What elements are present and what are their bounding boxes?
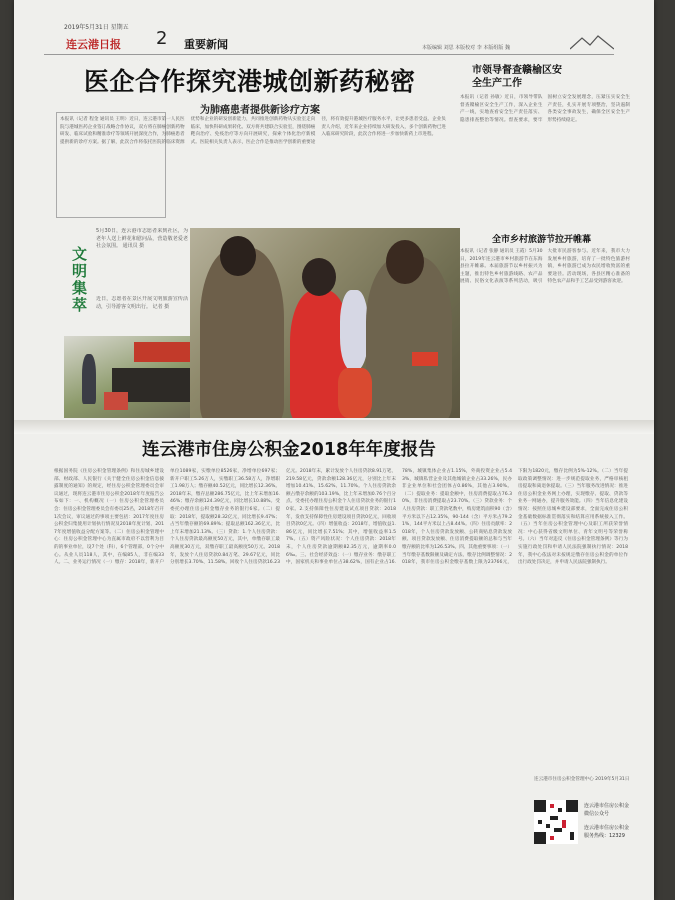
main-subheadline: 为肺癌患者提供新诊疗方案 — [200, 105, 320, 116]
qr-caption-line-4: 服务热线：12329 — [584, 833, 625, 839]
photo-head-right — [386, 240, 424, 284]
qr-caption-line-2: 微信公众号 — [584, 811, 610, 817]
feature-photo-main — [190, 228, 460, 418]
feature-title: 文明集萃 — [72, 245, 88, 314]
qr-caption-line-3: 连云港市住房公积金 — [584, 825, 630, 831]
right-article-1-body: 本报讯（记者 孙敏）近日，市领导带队督查赣榆区安全生产工作，深入企业生产一线，实地查看安全生产责任落实、隐患排查整治等情况。督查要求，要牢固树立安全发展理念，压紧压实安全生产责任，扎实开展专项整治，坚决遏制各类安全事故发生，确保全区安全生产形势持续稳定。 — [460, 95, 630, 123]
feature-caption-2: 近日，志愿者在景区开展文明旅游宣传活动，引导游客文明出行。 记者 摄 — [96, 296, 188, 310]
right-headline-1 — [472, 64, 568, 90]
main-headline: 医企合作探究港城创新药秘密 — [84, 67, 416, 96]
photo-bag — [338, 368, 372, 418]
masthead — [44, 6, 614, 55]
main-article-body: 本报讯（记者 程金 通讯员 王明）近日，连云港市第一人民医院与港城医药企业签订战略合作协议，双方将在肺癌创新药物研发、临床试验和精准诊疗等领域开展深度合作，为肺癌患者提供新的诊疗方案。据了解，此次合作将依托医院的临床资源优势和企业的研发创新能力，共同推进创新药物从实验室走向临床，加快科研成果转化。双方将共建联合实验室，围绕肺癌靶向治疗、免疫治疗等方向开展研究，探索个体化治疗新模式。医院相关负责人表示，医企合作是推动医学创新的重要途径，将有效提升港城医疗服务水平，让更多患者受益。企业负责人介绍，近年来企业持续加大研发投入，多个创新药物已进入临床研究阶段，此次合作将进一步加快新药上市进程。 — [60, 117, 446, 145]
photo-flowers — [340, 290, 368, 370]
right-headline-2: 全市乡村旅游节拉开帷幕 — [492, 235, 592, 245]
report-signature: 连云港市住房公积金管理中心 2019年5月31日 — [534, 777, 630, 782]
photo-banner — [134, 342, 194, 362]
section-title: 重要新闻 — [184, 38, 228, 51]
page-fold — [14, 420, 654, 434]
newspaper-page — [14, 0, 654, 900]
photo-head-left — [220, 236, 256, 276]
feature-caption-1: 5月30日，连云港市志愿者来到社区，为老年人送上鲜花和慰问品，营造敬老爱老社会氛围。 通讯员 摄 — [96, 228, 188, 250]
mountain-icon — [570, 34, 614, 50]
photo-head-center — [302, 258, 336, 296]
right-article-2-body: 本报讯（记者 张静 通讯员 王霞）5月30日，2019年连云港市乡村旅游节在东海县拉开帷幕。本届旅游节以乡村振兴为主题，推出特色乡村旅游线路、农产品展销、民俗文化表演等系列活动，吸引大批市民游客参与。近年来，我市大力发展乡村旅游，培育了一批特色旅游村镇，乡村旅游已成为农民增收致富的重要途径。活动现场，各县区精心准备的特色农产品和手工艺品受到游客欢迎。 — [460, 249, 630, 285]
right-headline-1-text: 市领导督查赣榆区安全生产工作 — [472, 65, 562, 89]
qr-code-icon[interactable] — [534, 800, 578, 844]
qr-caption — [584, 802, 644, 840]
feature-photo-small — [64, 336, 202, 418]
page-number: 2 — [156, 28, 168, 49]
report-headline: 连云港市住房公积金2018年年度报告 — [142, 440, 436, 460]
report-body: 根据国务院《住房公积金管理条例》和住房城乡建设部、财政部、人民银行《关于健全住房公积金信息披露制度的通知》的规定，经住房公积金管理委员会审议通过，现将连云港市住房公积金2018年年度报告公布如下：一、机构概况（一）住房公积金管理委员会：住房公积金管理委员会有委员25名，2018年召开1次会议，审议通过的事项主要包括：2017年度住房公积金归集使用计划执行情况及2018年度计划、2017年度增值收益分配方案等。（二）住房公积金管理中心：住房公积金管理中心为直属市政府不以营利为目的的事业单位，设7个处（科），6个管理部，0个分中心。从业人员118人，其中，在编85人，非在编33人。二、业务运行情况（一）缴存：2018年，新开户单位1089家，实缴单位8526家，净增单位697家；新开户职工5.26万人，实缴职工36.58万人，净增职工1.98万人；缴存额40.52亿元，同比增长12.36%。2018年末，缴存总额286.75亿元，比上年末增加16.46%；缴存余额124.39亿元，同比增长10.88%。受委托办理住房公积金缴存业务的银行6家。（二）提取：2018年，提取额28.32亿元，同比增长9.47%；占当年缴存额的69.89%；提取总额162.36亿元，比上年末增加21.13%。（三）贷款：1.个人住房贷款：个人住房贷款最高额度50万元，其中，单缴存职工最高额度30万元，双缴存职工最高额度50万元。2018年，发放个人住房贷款0.84万笔、29.67亿元，同比分别增长3.70%、11.58%。回收个人住房贷款16.23亿元。2018年末，累计发放个人住房贷款8.91万笔、219.58亿元，贷款余额128.36亿元，分别比上年末增加10.41%、15.62%、11.70%。个人住房贷款余额占缴存余额的103.19%，比上年末增加0.76个百分点。受委托办理住房公积金个人住房贷款业务的银行10家。2.支持保障性住房建设试点项目贷款：2018年，发放支持保障性住房建设项目贷款0亿元，回收项目贷款0亿元。（四）增值收益：2018年，增值收益1.86亿元，同比增长7.51%；其中，增值收益率1.57%。（五）资产风险状况：个人住房贷款：2018年末，个人住房贷款逾期额82.35万元，逾期率0.06‰。三、社会经济效益：（一）缴存业务：缴存职工中，国家机关和事业单位占38.62%，国有企业占16.78%，城镇集体企业占1.15%，外商投资企业占5.43%，城镇私营企业及其他城镇企业占33.26%，民办非企业单位和社会团体占0.86%，其他占3.90%。（二）提取业务：提取金额中，住房消费提取占76.30%，非住房消费提取占23.70%。（三）贷款业务：个人住房贷款：职工贷款笔数中，购房建筑面积90（含）平方米以下占12.35%，90-144（含）平方米占79.21%，144平方米以上占8.44%。（四）住房贡献率：2018年，个人住房贷款发放额、公转商贴息贷款发放额、项目贷款发放额、住房消费提取额的总和与当年缴存额的比率为126.53%。四、其他重要事项：（一）当年缴存基数限额及确定方法、缴存比例调整情况：2018年，我市住房公积金缴存基数上限为23766元，下限为1820元，缴存比例为5%-12%。（二）当年提取政策调整情况：进一步规范提取业务，严格审核租房提取和离退休提取。（三）当年服务改进情况：推进住房公积金业务网上办理，实现缴存、提取、贷款等业务一网通办，提升服务效能。（四）当年信息化建设情况：按照住房城乡建设部要求，全面完成住房公积金基础数据标准贯彻落实和结算应用系统接入工作。（五）当年住房公积金管理中心及职工所获荣誉情况：中心获得省级文明单位、青年文明号等荣誉称号。（六）当年对违反《住房公积金管理条例》等行为实施行政处罚和申请人民法院强制执行情况：2018年，我中心依法对未按规定缴存住房公积金的单位作出行政处罚决定，并申请人民法院强制执行。 — [54, 469, 628, 566]
photo-figure — [82, 354, 96, 404]
photo-armband — [412, 352, 438, 366]
qr-caption-line-1: 连云港市住房公积金 — [584, 803, 630, 809]
editor-info: 本版编辑 刘思 本版校对 李 本版组版 魏 — [422, 45, 510, 51]
paper-logo: 连云港日报 — [66, 38, 121, 51]
photo-basket — [104, 392, 128, 410]
issue-date: 2019年5月31日 星期五 — [64, 24, 129, 31]
